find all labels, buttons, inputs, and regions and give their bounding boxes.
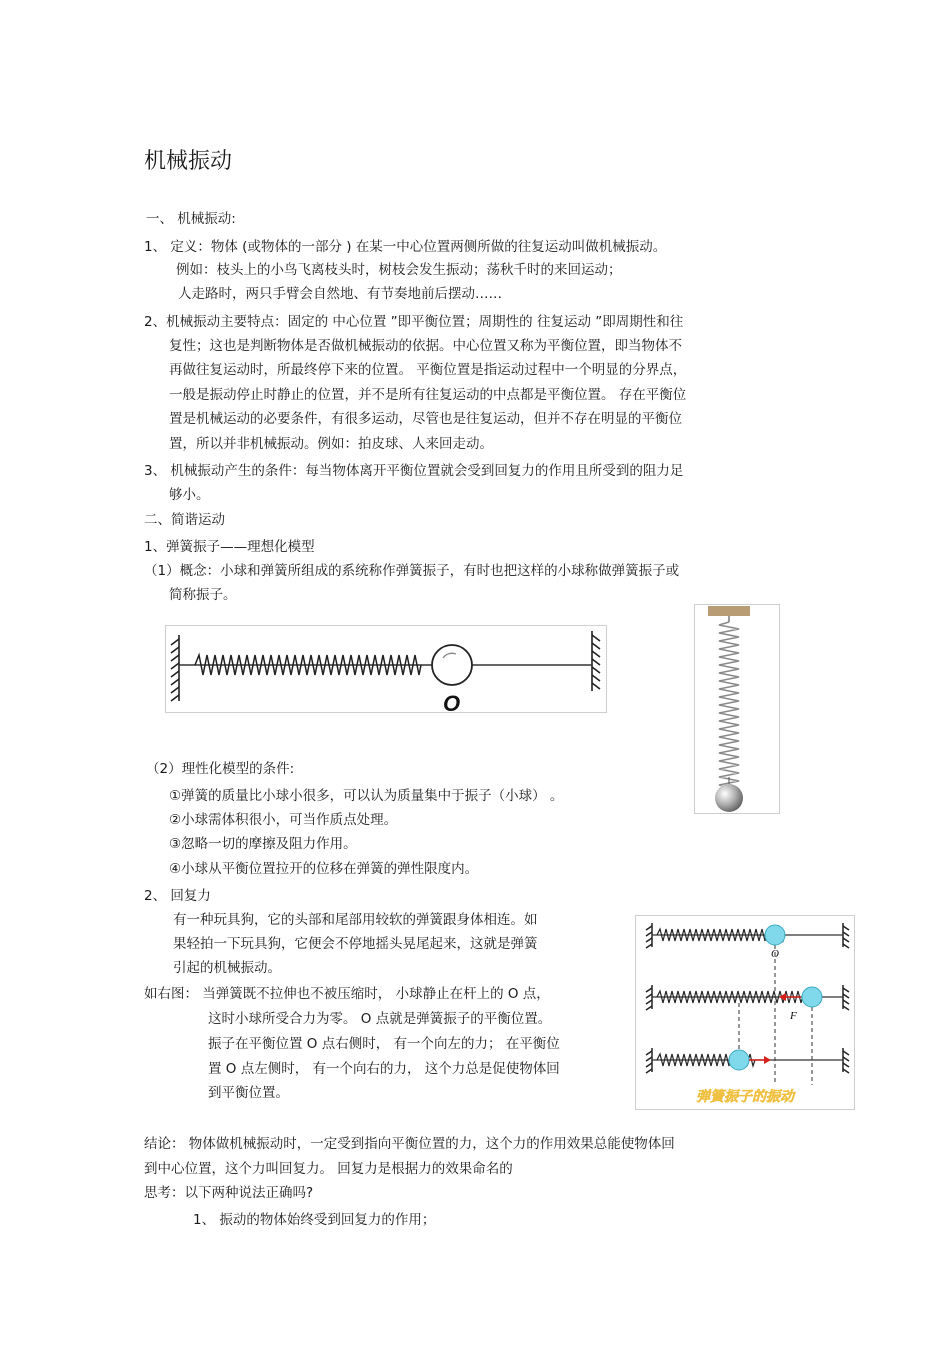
definition-line-2: 例如：枝头上的小鸟飞离枝头时，树枝会发生振动；荡秋千时的来回运动； [176,262,622,278]
page-title: 机械振动 [144,149,233,174]
restoring-line-8: 到平衡位置。 [208,1085,289,1101]
spring-oscillator-heading: 1、弹簧振子——理想化模型 [144,539,315,555]
features-line-5: 置是机械运动的必要条件，有很多运动，尽管也是往复运动，但并不存在明显的平衡位 [169,411,682,427]
figure3-f-label: F [790,1010,797,1022]
restoring-line-4: 如右图： 当弹簧既不拉伸也不被压缩时， 小球静止在杆上的 O 点， [144,986,550,1002]
ideal-condition-3: ③忽略一切的摩擦及阻力作用。 [169,836,357,852]
restoring-line-6: 振子在平衡位置 O 点右侧时， 有一个向左的力； 在平衡位 [208,1036,560,1052]
conditions-line-2: 够小。 [169,487,210,503]
figure3-o-label: O [771,948,779,960]
vertical-spring-oscillator-figure [694,604,780,814]
section-1-heading: 一、 机械振动: [146,211,236,227]
figure3-caption: 弹簧振子的振动 [696,1089,794,1105]
features-line-3: 再做往复运动时，所最终停下来的位置。 平衡位置是指运动过程中一个明显的分界点， [169,362,687,378]
concept-line-2: 简称振子。 [169,587,237,603]
features-line-4: 一般是振动停止时静止的位置，并不是所有往复运动的中点都是平衡位置。 存在平衡位 [169,387,687,403]
ideal-model-conditions-heading: （2）理性化模型的条件: [146,761,295,777]
features-line-2: 复性；这也是判断物体是否做机械振动的依据。中心位置又称为平衡位置，即当物体不 [169,338,682,354]
horizontal-spring-oscillator-figure [165,625,607,713]
ideal-condition-4: ④小球从平衡位置拉开的位移在弹簧的弹性限度内。 [169,861,479,877]
figure1-o-label: O [443,691,461,713]
restoring-line-1: 有一种玩具狗，它的头部和尾部用较软的弹簧跟身体相连。如 [173,912,538,928]
conclusion-line-1: 结论： 物体做机械振动时，一定受到指向平衡位置的力，这个力的作用效果总能使物体回 [144,1136,675,1152]
features-line-6: 置，所以并非机械振动。例如：拍皮球、人来回走动。 [169,436,493,452]
definition-line-1: 1、 定义：物体 (或物体的一部分 ) 在某一中心位置两侧所做的往复运动叫做机械振动。 [144,239,667,255]
spring-oscillation-diagram [635,915,855,1110]
definition-line-3: 人走路时，两只手臂会自然地、有节奏地前后摆动…… [178,286,502,302]
restoring-line-3: 引起的机械振动。 [173,960,281,976]
conditions-line-1: 3、 机械振动产生的条件：每当物体离开平衡位置就会受到回复力的作用且所受到的阻力足 [144,463,684,479]
conclusion-line-2: 到中心位置，这个力叫回复力。 回复力是根据力的效果命名的 [144,1161,513,1177]
features-line-1: 2、机械振动主要特点：固定的 中心位置 ”即平衡位置；周期性的 往复运动 ”即周期性和往 [144,314,684,330]
section-2-heading: 二、简谐运动 [144,512,225,528]
restoring-force-heading: 2、 回复力 [144,888,211,904]
restoring-line-5: 这时小球所受合力为零。 O 点就是弹簧振子的平衡位置。 [208,1011,552,1027]
ideal-condition-2: ②小球需体积很小，可当作质点处理。 [169,812,398,828]
think-question: 思考：以下两种说法正确吗? [144,1185,314,1201]
think-item-1: 1、 振动的物体始终受到回复力的作用； [193,1212,436,1228]
ideal-condition-1: ①弹簧的质量比小球小很多，可以认为质量集中于振子（小球） 。 [169,788,564,804]
concept-line-1: （1）概念：小球和弹簧所组成的系统称作弹簧振子，有时也把这样的小球称做弹簧振子或 [144,563,680,579]
restoring-line-2: 果轻拍一下玩具狗，它便会不停地摇头晃尾起来，这就是弹簧 [173,936,538,952]
restoring-line-7: 置 O 点左侧时， 有一个向右的力， 这个力总是促使物体回 [208,1061,560,1077]
